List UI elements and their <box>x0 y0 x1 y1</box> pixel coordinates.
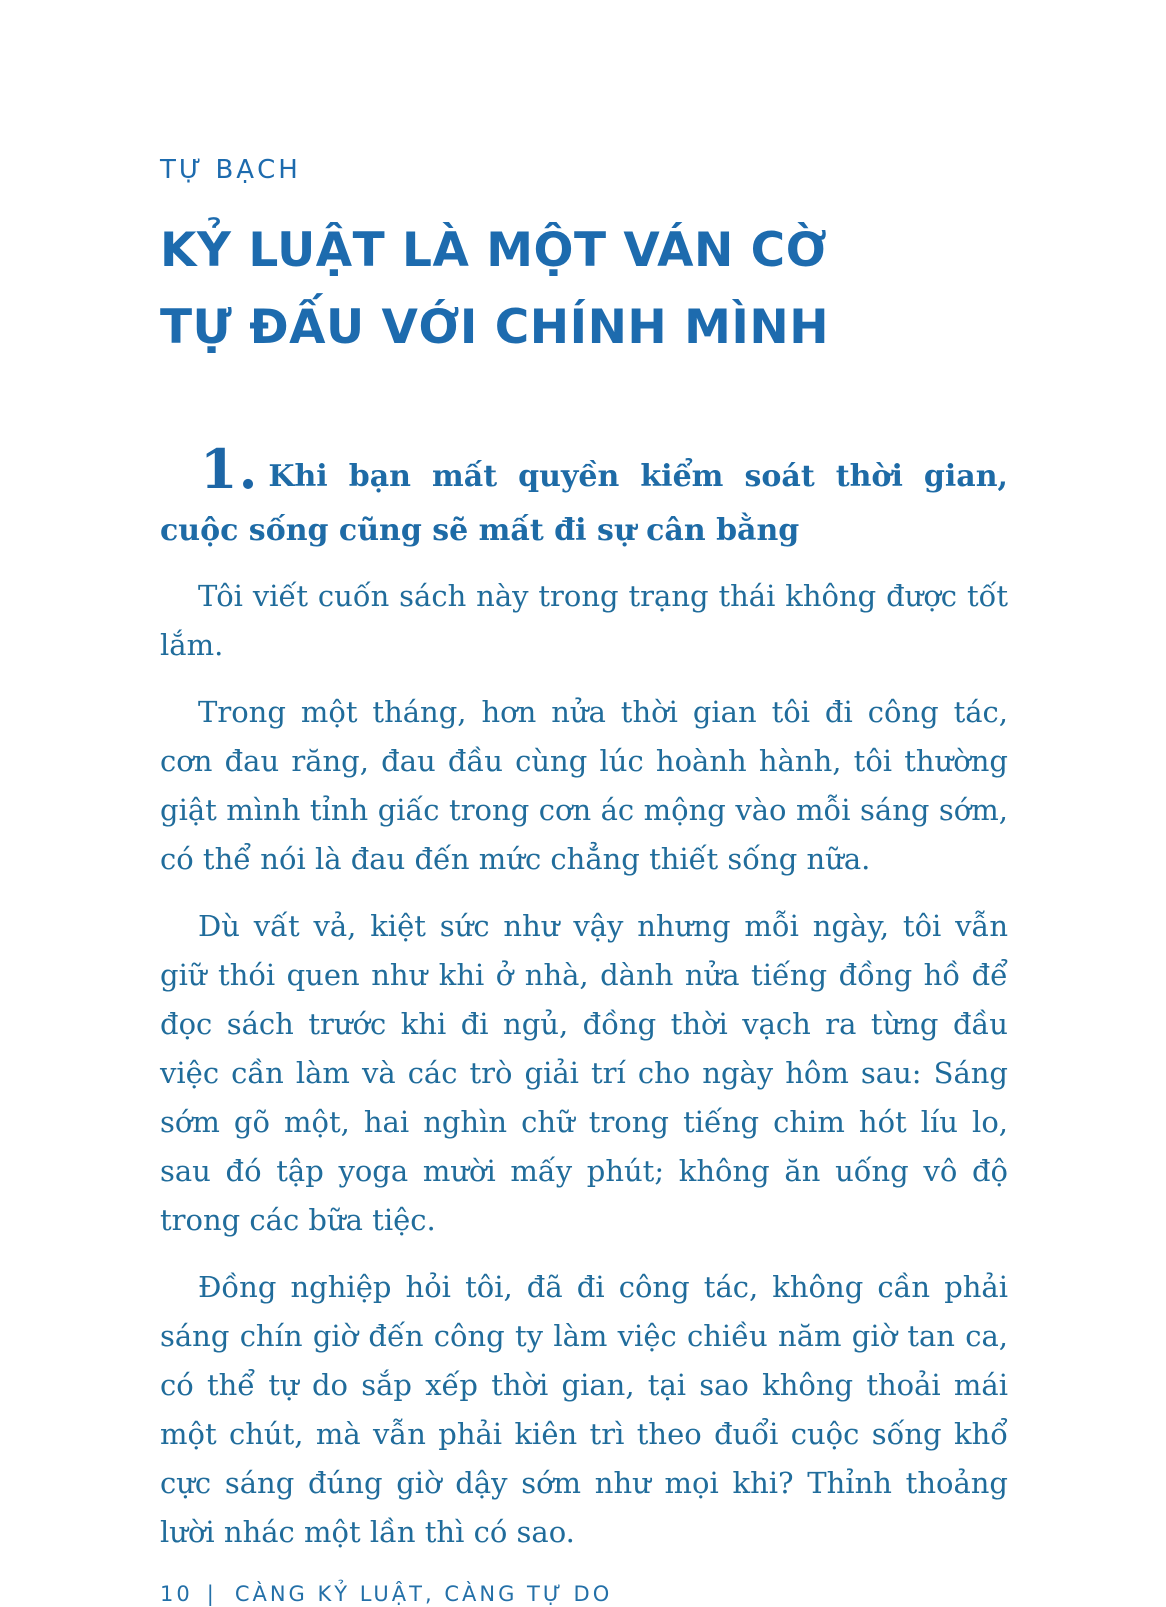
section-heading <box>160 437 1008 558</box>
running-title: CÀNG KỶ LUẬT, CÀNG TỰ DO <box>234 1582 613 1606</box>
chapter-title <box>160 212 1008 366</box>
body-paragraph: Tôi viết cuốn sách này trong trạng thái không được tốt lắm. <box>160 579 1008 662</box>
page-number: 10 <box>160 1582 193 1606</box>
body-paragraph: Dù vất vả, kiệt sức như vậy nhưng mỗi ngày, tôi vẫn giữ thói quen như khi ở nhà, dành nửa tiếng đồng hồ để đọc sách trước khi đi ngủ, đồng thời vạch ra từng đầu việc cần làm và các trò giải trí cho ngày hôm sau: Sáng sớm gõ một, hai nghìn chữ trong tiếng chim hót líu lo, sau đó tập yoga mười mấy phút; không ăn uống vô độ trong các bữa tiệc. <box>160 909 1008 1237</box>
body-paragraph: Trong một tháng, hơn nửa thời gian tôi đi công tác, cơn đau răng, đau đầu cùng lúc hoành hành, tôi thường giật mình tỉnh giấc trong cơn ác mộng vào mỗi sáng sớm, có thể nói là đau đến mức chẳng thiết sống nữa. <box>160 695 1008 876</box>
chapter-kicker: TỰ BẠCH <box>160 155 301 185</box>
section-heading-text: Khi bạn mất quyền kiểm soát thời gian, cuộc sống cũng sẽ mất đi sự cân bằng <box>160 459 1008 548</box>
section-number: 1. <box>200 437 259 501</box>
page-footer <box>160 1579 1008 1607</box>
body-paragraph: Đồng nghiệp hỏi tôi, đã đi công tác, không cần phải sáng chín giờ đến công ty làm việc chiều năm giờ tan ca, có thể tự do sắp xếp thời gian, tại sao không thoải mái một chút, mà vẫn phải kiên trì theo đuổi cuộc sống khổ cực sáng đúng giờ dậy sớm như mọi khi? Thỉnh thoảng lười nhác một lần thì có sao. <box>160 1270 1008 1549</box>
footer-separator: | <box>206 1582 217 1606</box>
chapter-title-line2: TỰ ĐẤU VỚI CHÍNH MÌNH <box>160 300 830 355</box>
chapter-title-line1: KỶ LUẬT LÀ MỘT VÁN CỜ <box>160 223 828 278</box>
body-copy <box>160 572 1008 1557</box>
